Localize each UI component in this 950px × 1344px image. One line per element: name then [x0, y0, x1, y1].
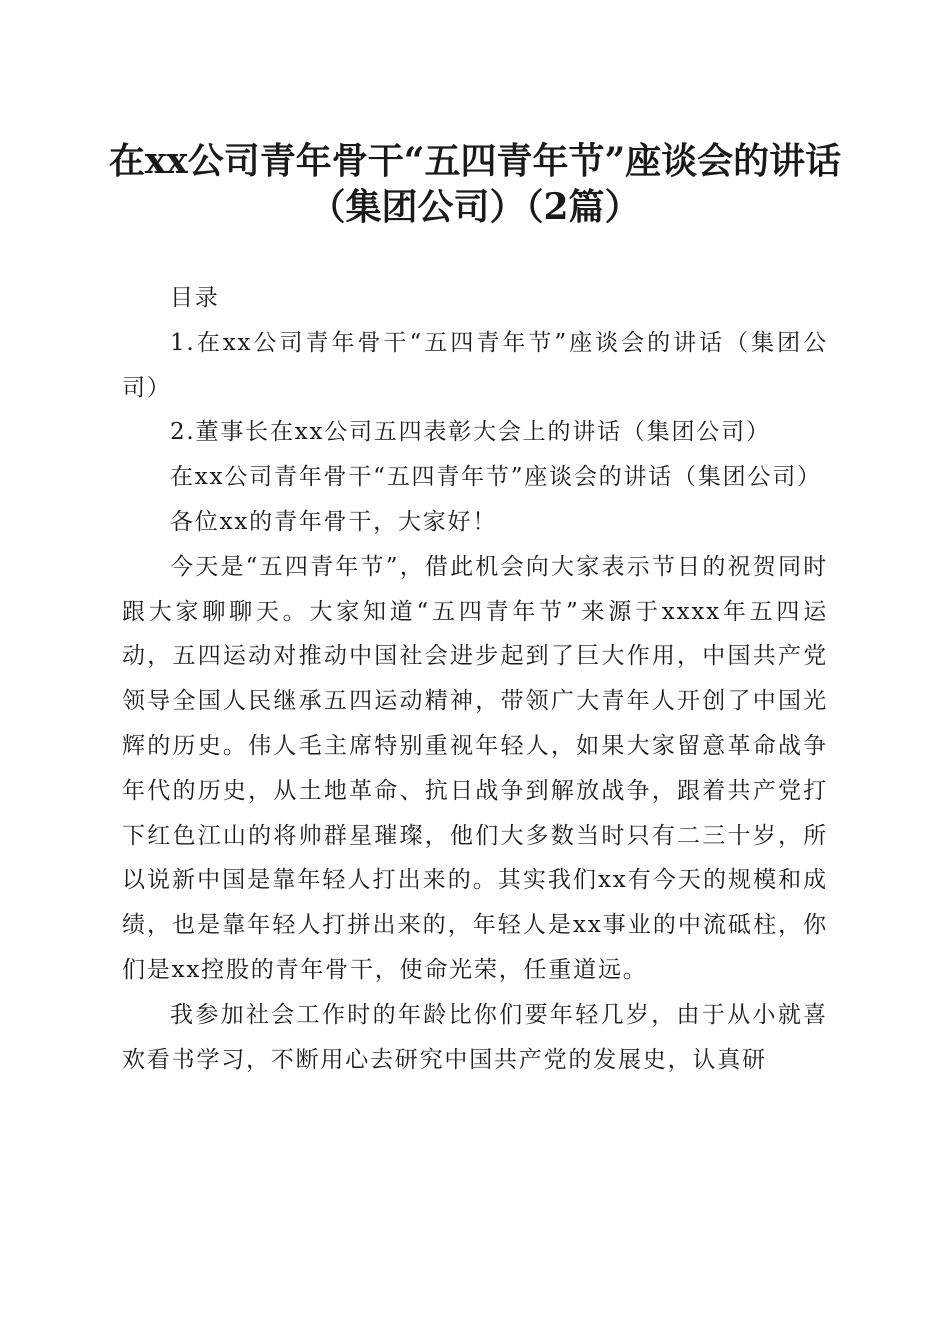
toc-item-1: 1.在xx公司青年骨干“五四青年节”座谈会的讲话（集团公司）: [122, 329, 828, 401]
toc-heading: 目录: [170, 285, 220, 311]
document-title: 在xx公司青年骨干“五四青年节”座谈会的讲话（集团公司）（2篇）: [108, 140, 842, 228]
document-body: [122, 276, 828, 1082]
salutation-paragraph: 各位xx的青年骨干，大家好！: [170, 508, 498, 535]
toc-item-2: 2.董事长在xx公司五四表彰大会上的讲话（集团公司）: [170, 419, 771, 446]
body-paragraph: 我参加社会工作时的年龄比你们要年轻几岁，由于从小就喜欢看书学习，不断用心去研究中国共产党的发展史，认真研: [122, 1001, 828, 1073]
body-paragraph: 今天是“五四青年节”，借此机会向大家表示节日的祝贺同时跟大家聊聊天。大家知道“五四青年节”来源于xxxx年五四运动，五四运动对推动中国社会进步起到了巨大作用，中国共产党领导全国人民继承五四运动精神，带领广大青年人开创了中国光辉的历史。伟人毛主席特别重视年轻人，如果大家留意革命战争年代的历史，从土地革命、抗日战争到解放战争，跟着共产党打下红色江山的将帅群星璀璨，他们大多数当时只有二三十岁，所以说新中国是靠年轻人打出来的。其实我们xx有今天的规模和成绩，也是靠年轻人打拼出来的，年轻人是xx事业的中流砥柱，你们是xx控股的青年骨干，使命光荣，任重道远。: [122, 553, 828, 983]
section-heading: 在xx公司青年骨干“五四青年节”座谈会的讲话（集团公司）: [170, 464, 822, 491]
